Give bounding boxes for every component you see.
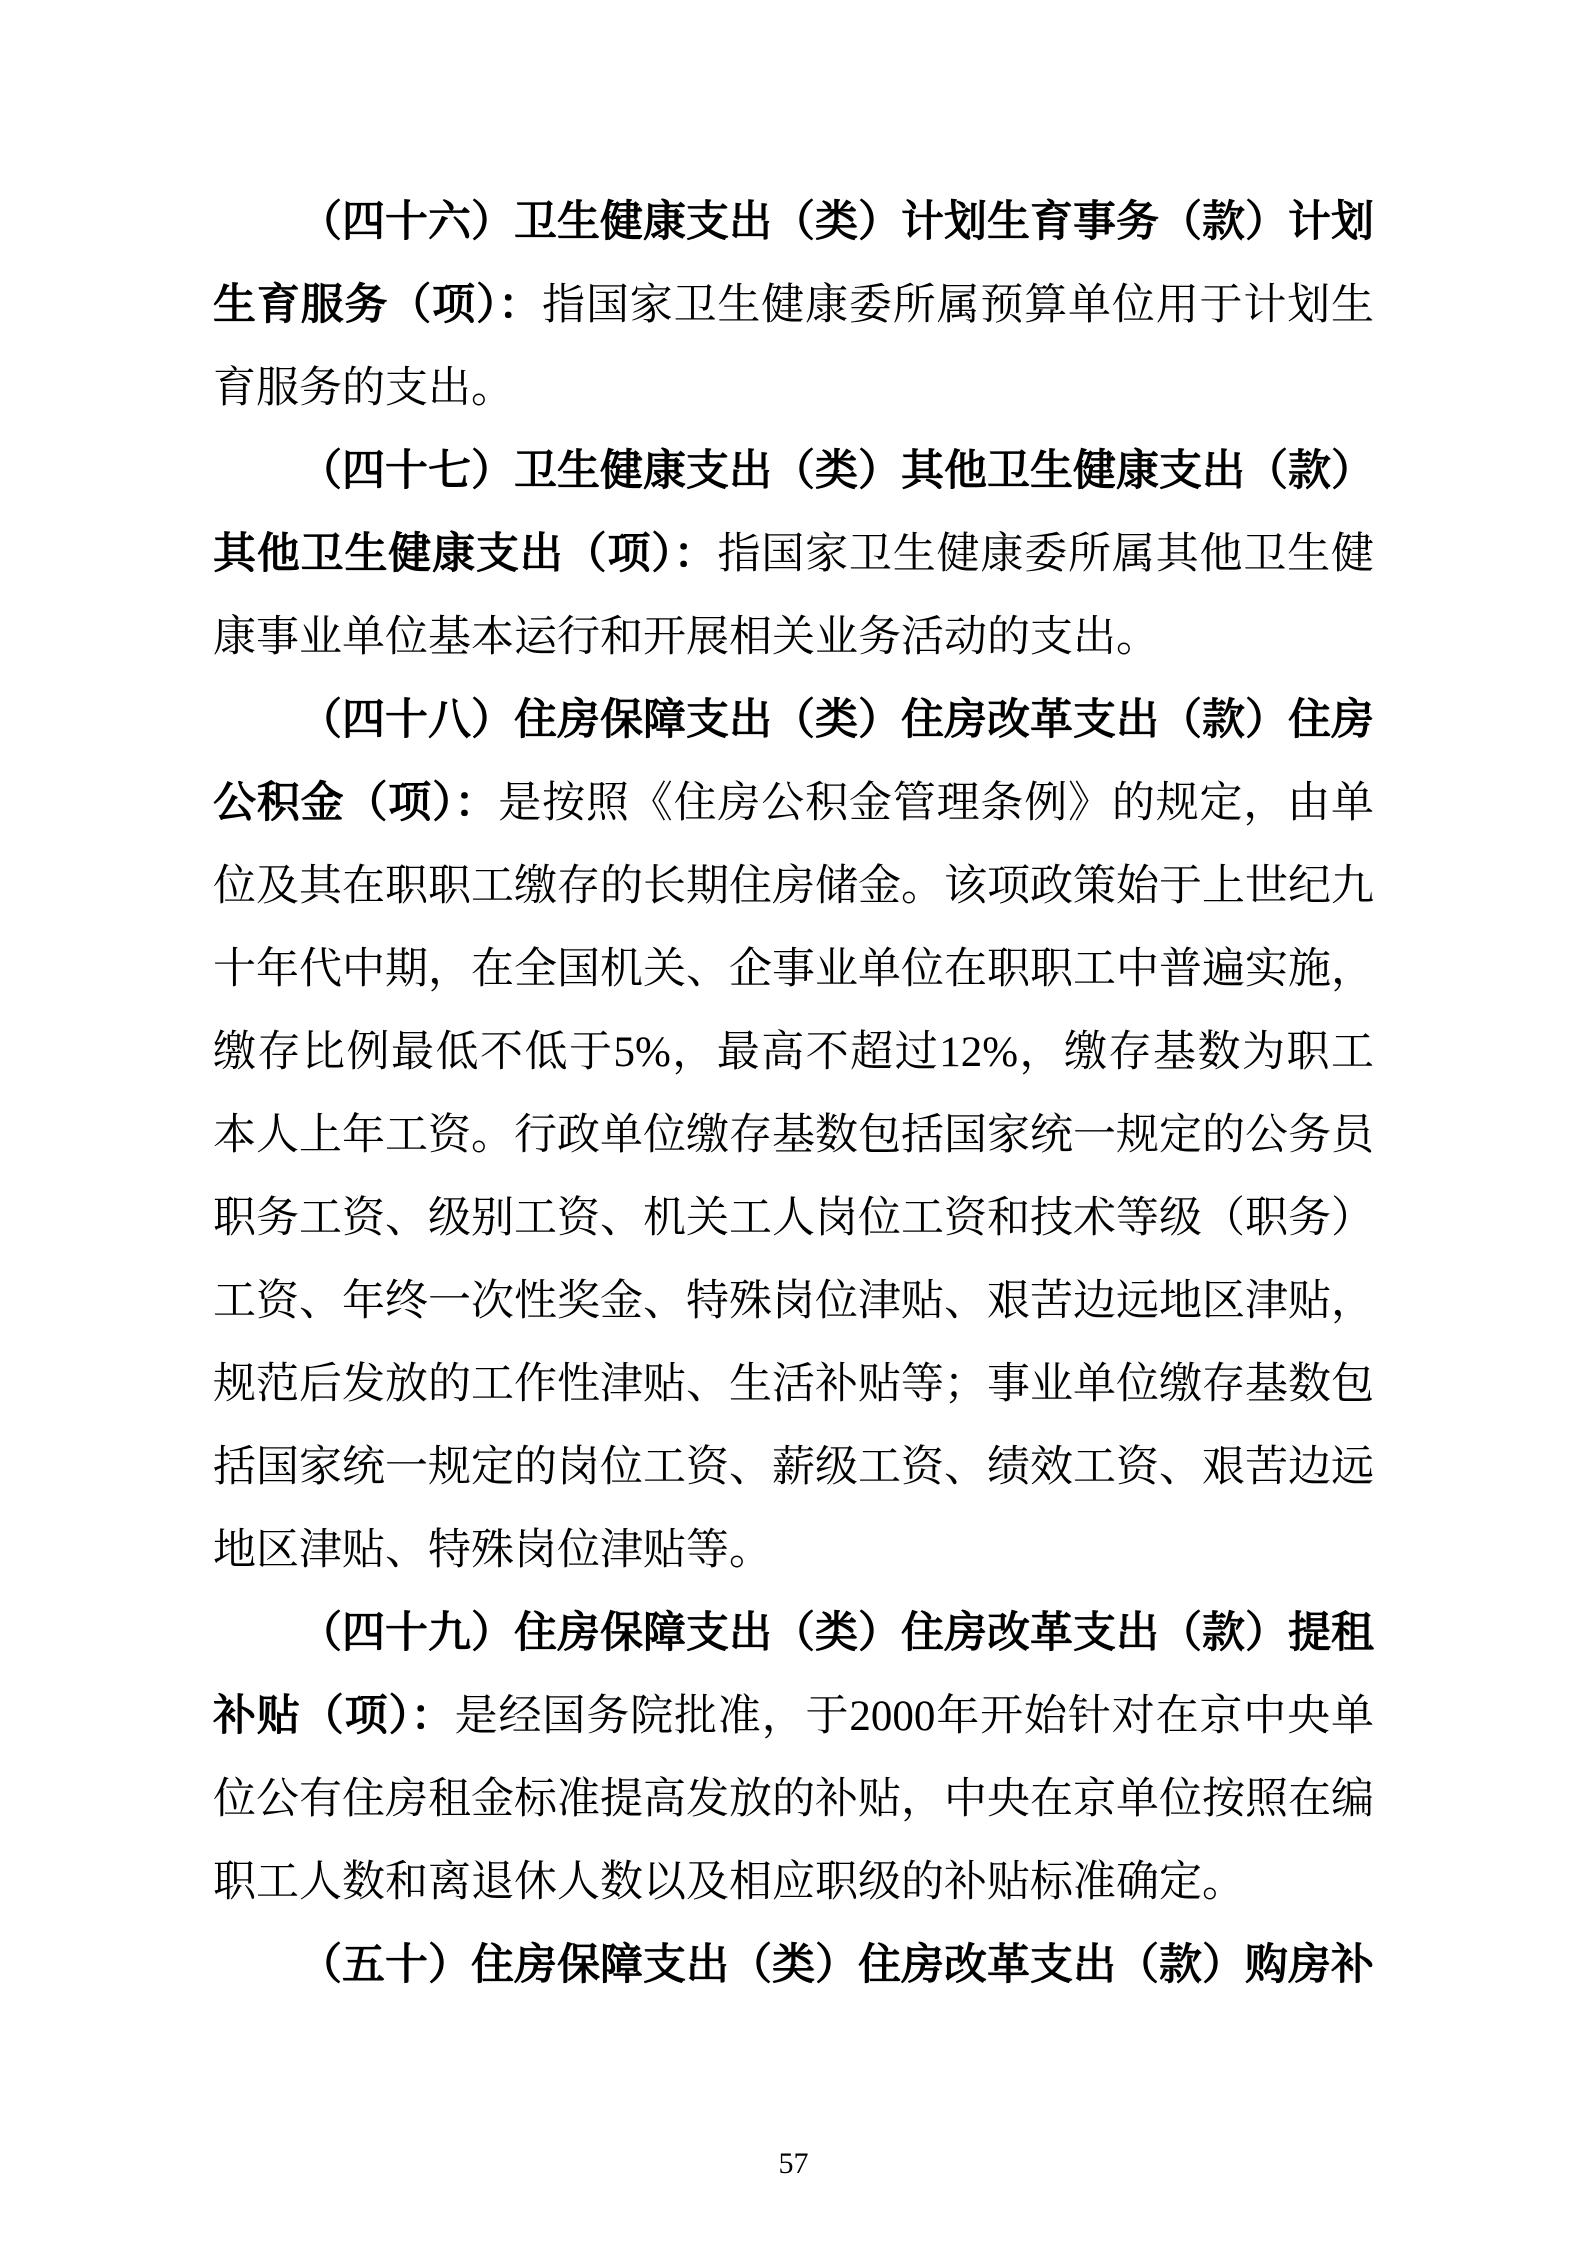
definition-paragraph-47: [213, 430, 1374, 679]
definition-text-46: 指国家卫生健康委所属预算单位用于计划生育服务的支出。: [213, 282, 1375, 412]
definition-paragraph-46: [213, 181, 1374, 430]
body-text: [213, 181, 1374, 2007]
definition-term-48: （四十八）住房保障支出（类）住房改革支出（款）住房公积金（项）：: [213, 697, 1374, 827]
definition-term-49: （四十九）住房保障支出（类）住房改革支出（款）提租补贴（项）：: [213, 1610, 1374, 1740]
definition-paragraph-49: [213, 1592, 1374, 1924]
definition-text-48: 是按照《住房公积金管理条例》的规定，由单位及其在职职工缴存的长期住房储金。该项政策始于上世纪九十年代中期，在全国机关、企事业单位在职职工中普遍实施，缴存比例最低不低于5%，最高不超过12%，缴存基数为职工本人上年工资。行政单位缴存基数包括国家统一规定的公务员职务工资、级别工资、机关工人岗位工资和技术等级（职务）工资、年终一次性奖金、特殊岗位津贴、艰苦边远地区津贴，规范后发放的工作性津贴、生活补贴等；事业单位缴存基数包括国家统一规定的岗位工资、薪级工资、绩效工资、艰苦边远地区津贴、特殊岗位津贴等。: [213, 780, 1375, 1574]
definition-text-47: 指国家卫生健康委所属其他卫生健康事业单位基本运行和开展相关业务活动的支出。: [213, 531, 1375, 661]
definition-text-49: 是经国务院批准，于2000年开始针对在京中央单位公有住房租金标准提高发放的补贴，中央在京单位按照在编职工人数和离退休人数以及相应职级的补贴标准确定。: [213, 1693, 1375, 1906]
definition-term-50: （五十）住房保障支出（类）住房改革支出（款）购房补: [299, 1942, 1374, 1989]
definition-paragraph-50: [213, 1924, 1374, 2007]
page-number: 57: [778, 2147, 809, 2180]
definition-term-46: （四十六）卫生健康支出（类）计划生育事务（款）计划生育服务（项）：: [213, 199, 1374, 329]
definition-paragraph-48: [213, 679, 1374, 1592]
definition-term-47: （四十七）卫生健康支出（类）其他卫生健康支出（款）其他卫生健康支出（项）：: [213, 448, 1374, 578]
